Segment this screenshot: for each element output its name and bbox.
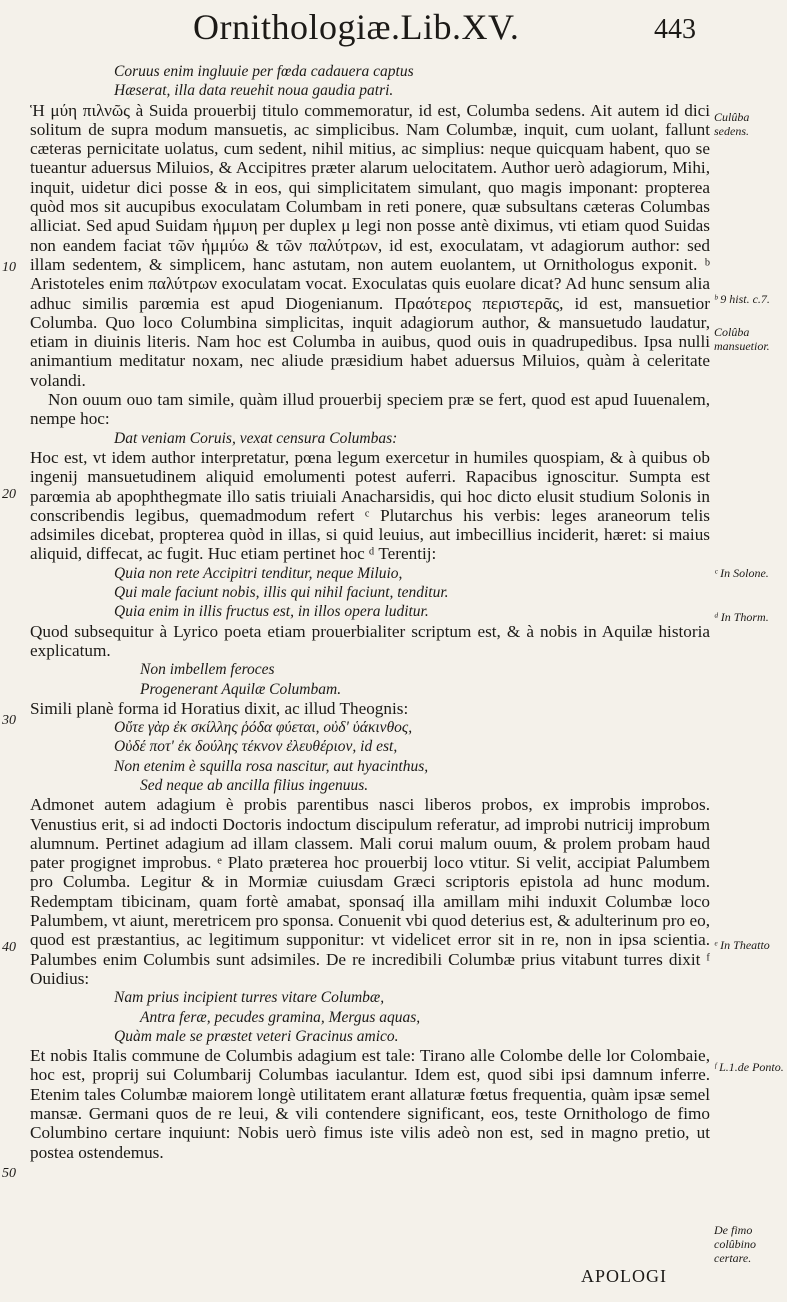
- margin-note: Culûba sedens.: [714, 110, 750, 138]
- verse-line: Progenerant Aquilæ Columbam.: [140, 680, 342, 698]
- paragraph: Et nobis Italis commune de Columbis adagium est tale: Tirano alle Colombe delle lor Colombaie, hoc est, proprij sui Columbarij Columbas iaculantur. Idem est, quod sibi ipsi damnum inferre. Etenim tales Columbæ maiorem longè utilitatem erant allaturæ fœtus frequentia, quàm ipsæ semel mansæ. Germani quos de re leui, & vili contendere significant, eos, teste Ornithologo de fimo Columbino certare inquiunt: Nobis uerò fimus iste vilis adeò non est, sed in magno pretio, ut postea ostendemus.: [30, 1046, 710, 1162]
- verse-line: Non imbellem feroces: [140, 661, 275, 679]
- margin-note: Colûba mansuetior.: [714, 325, 770, 353]
- line-number: 40: [2, 940, 16, 955]
- verse-line: Nam prius incipient turres vitare Columbæ,: [114, 989, 385, 1007]
- verse-line: Qui male faciunt nobis, illis qui nihil faciunt, tenditur.: [114, 584, 449, 602]
- verse-line: Non etenim è squilla rosa nascitur, aut hyacinthus,: [114, 757, 429, 775]
- verse-line: Sed neque ab ancilla filius ingenuus.: [140, 776, 369, 794]
- margin-note: ᶠ L.1.de Ponto.: [714, 1060, 784, 1074]
- margin-note: ᵇ 9 hist. c.7.: [714, 292, 770, 306]
- verse-line: Quia enim in illis fructus est, in illos opera luditur.: [114, 603, 429, 621]
- paragraph: Simili planè forma id Horatius dixit, ac illud Theognis:: [30, 698, 409, 718]
- verse-line: Dat veniam Coruis, vexat censura Columbas:: [114, 429, 398, 447]
- verse-line: Quia non rete Accipitri tenditur, neque Miluio,: [114, 564, 403, 582]
- paragraph: Hoc est, vt idem author interpretatur, pœna legum exercetur in humiles quospiam, & à quibus ob ingenij mansuetudinem aliquid emolumenti potest auferri. Rapacibus ignoscitur. Sumpta est parœmia ab apophthegmate illo satis triuiali Anacharsidis, qui hoc dicto elusit studium Solonis in conscribendis legibus, quemadmodum refert ᶜ Plutarchus his verbis: leges araneorum telis adsimiles dicebat, propterea quòd in illas, si quid leuius, aut imbecillius inciderit, hæret: si maius aliquid, diffecat, ac fugit. Huc etiam pertinet hoc ᵈ Terentij:: [30, 447, 710, 564]
- verse-line: Coruus enim ingluuie per fœda cadauera captus: [114, 63, 414, 80]
- paragraph: Quod subsequitur à Lyrico poeta etiam prouerbialiter scriptum est, & à nobis in Aquilæ historia explicatum.: [30, 621, 710, 660]
- line-number: 50: [2, 1166, 16, 1181]
- line-number: 10: [2, 260, 16, 275]
- verse-line: Οὔτε γὰρ ἐκ σκίλλης ῥόδα φύεται, οὐδ' ὑάκινθος,: [114, 719, 413, 737]
- paragraph: Ἡ μύη πιλνῶς à Suida prouerbij titulo commemoratur, id est, Columba sedens. Ait autem id dici solitum de supra modum mansuetis, ac simplicibus. Nam Columbæ, inquit, cum uolant, fallunt cæteras pernicitate uolatus, cum sedent, nihil mitius, ac simplius: neque quicquam habent, quo se tueantur aduersus Miluios, & Accipitres præter alarum uelocitatem. Author uerò adagiorum, Mihi, inquit, uidetur dici posse & in eos, qui simplicitatem simulant, quo magis imponant: propterea quòd mos sit aucupibus exoculatam Columbam in reti ponere, quæ subsultans cæteras Columbas alliciat. Sed apud Suidam ἡμμυη per duplex μ legi non posse antè diximus, vti etiam quod Suidas non eandem faciat τῶν ἡμμύω & τῶν παλύτρων, id est, exoculatam, vt adagiorum author: sed illam sedentem, & simplicem, hanc astutam, non autem euolantem, ut Ornithologus exponit. ᵇ Aristoteles enim παλύτρων exoculatam vocat. Exoculatas quis euolare dicat? Ad hunc sensum alia adhuc similis parœmia est apud Diogenianum. Πραότερος περιστερᾶς, id est, mansuetior Columba. Quo loco Columbina simplicitas, inquit adagiorum author, & mansuetudo laudatur, etiam in diuinis literis. Nam hoc est Columba in auibus, quod ouis in quadrupedibus. Ipsa nulli animantium meditatur noxam, nec aliude præsidium habet aduersus Miluios, quàm à celeritate volandi.: [30, 100, 710, 390]
- page-number: 443: [654, 14, 696, 45]
- catchword: APOLOGI: [581, 1266, 667, 1286]
- line-number: 30: [2, 713, 16, 728]
- verse-line: Hæserat, illa data reuehit noua gaudia patri.: [114, 82, 394, 100]
- margin-note: ᶜ In Solone.: [714, 566, 769, 580]
- running-header-title: Ornithologiæ.Lib.XV.: [193, 7, 520, 47]
- margin-note: ᵉ In Theatto: [714, 938, 770, 952]
- verse-line: Antra feræ, pecudes gramina, Mergus aquas,: [140, 1008, 421, 1026]
- margin-note: ᵈ In Thorm.: [714, 610, 769, 624]
- verse-line: Quàm male se præstet veteri Gracinus amico.: [114, 1027, 399, 1045]
- paragraph: Non ouum ouo tam simile, quàm illud prouerbij speciem præ se fert, quod est apud Iuuenalem, nempe hoc:: [30, 390, 710, 429]
- line-number: 20: [2, 487, 16, 502]
- verse-line: Οὐδέ ποτ' ἐκ δούλης τέκνον ἐλευθέριον, id est,: [114, 738, 398, 756]
- margin-note: De fimo colûbino certare.: [714, 1223, 756, 1265]
- main-text-column: [30, 62, 710, 1162]
- paragraph: Admonet autem adagium è probis parentibus nasci liberos probos, ex improbis improbos. Venustius erit, si ad indocti Doctoris indoctum discipulum referatur, ad improbi nutricij improbum alumnum. Pertinet adagium ad illam classem. Mali corui malum ouum, & prolem probam haud pater progignet improbus. ᵉ Plato præterea hoc prouerbij loco vtitur. Si velit, accipiat Palumbem pro Columba. Legitur & in Mormiæ cuiusdam Græci scriptoris epistola ad hunc modum. Redemptam tibicinam, quam fortè amabat, sponsaq́ illa amillam mihi induxit Columbæ loco Palumbem, vt aiunt, meretricem pro sponsa. Conuenit vbi quod deterius est, & adulterinum pro eo, quod est præstantius, ac legitimum supponitur: vt videlicet error sit in re, non in ipsa scientia. Palumbes enim Columbis sunt adsimiles. De re incredibili Columbæ prius vitabunt turres dixit ᶠ Ouidius:: [30, 795, 710, 988]
